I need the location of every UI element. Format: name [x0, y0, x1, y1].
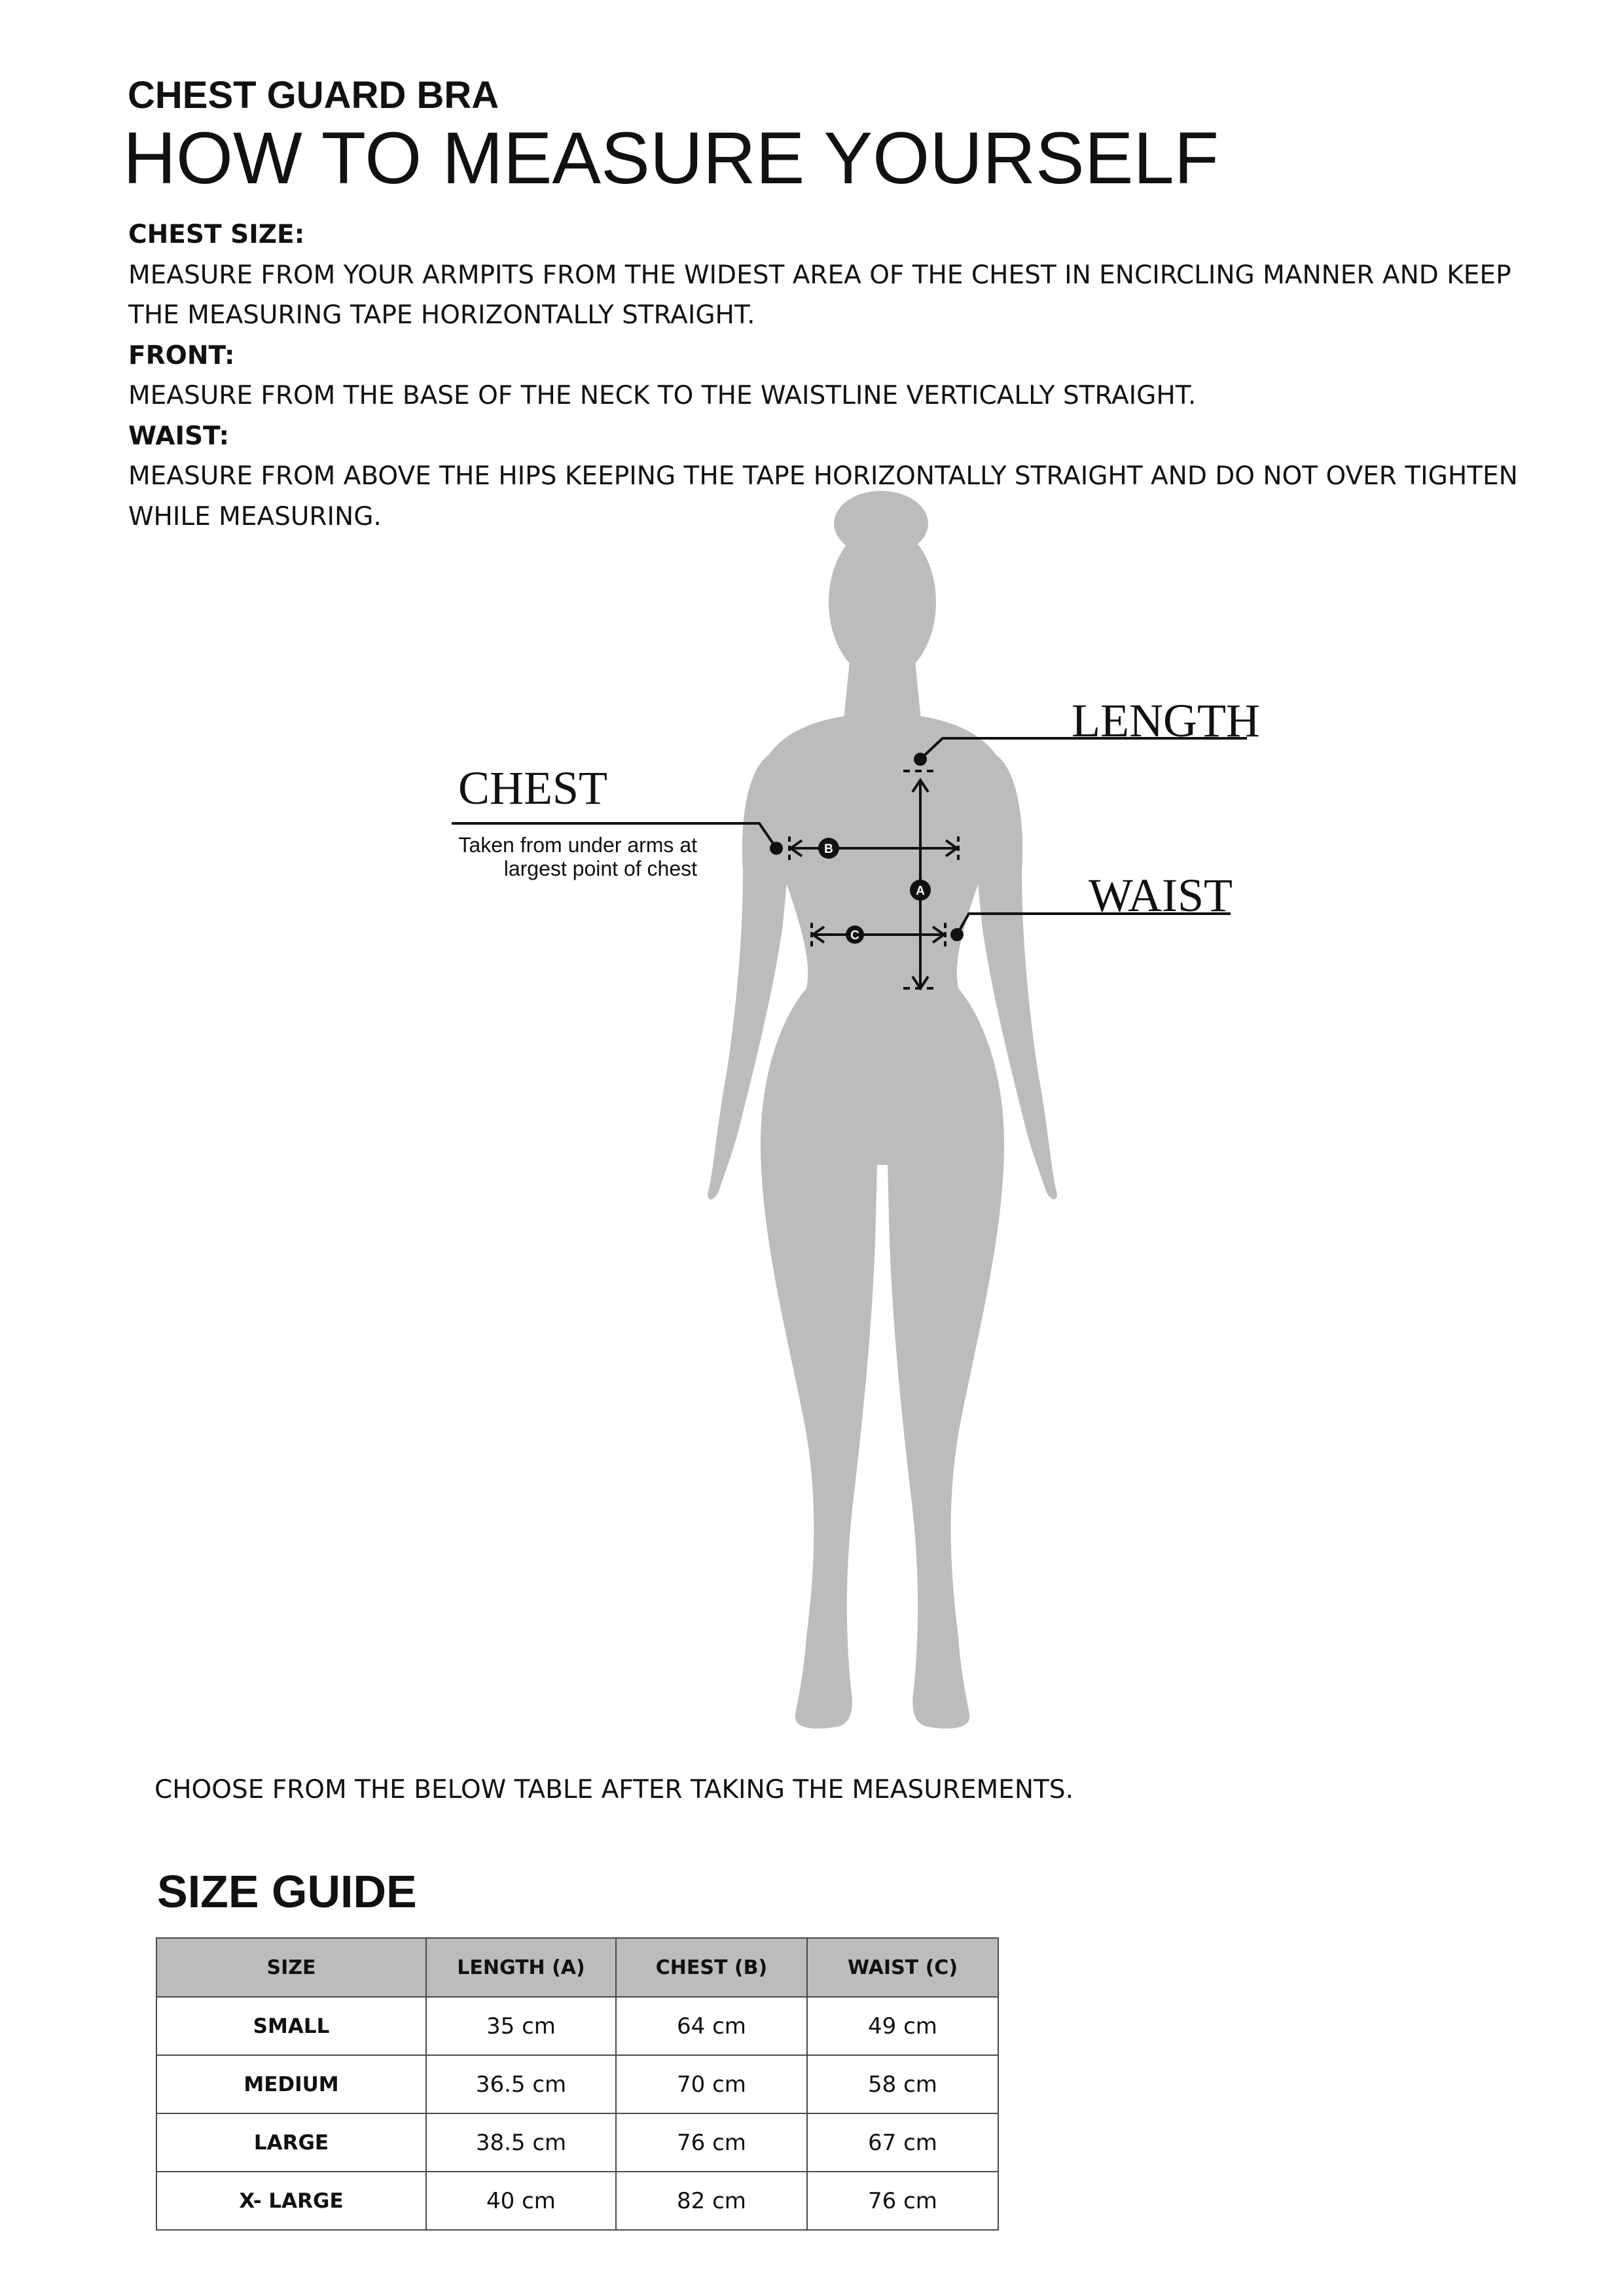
chest-label: CHEST: [458, 762, 608, 814]
chest-cell: 82 cm: [616, 2172, 807, 2230]
table-row: [156, 2113, 998, 2172]
waist-cell: 58 cm: [807, 2055, 998, 2113]
product-title: CHEST GUARD BRA: [128, 74, 499, 117]
chest-note-line2: largest point of chest: [503, 857, 697, 880]
length-cell: 35 cm: [426, 1997, 616, 2055]
length-cell: 36.5 cm: [426, 2055, 616, 2113]
size-cell: SMALL: [156, 1997, 426, 2055]
waist-cell: 76 cm: [807, 2172, 998, 2230]
chest-cell: 70 cm: [616, 2055, 807, 2113]
waist-heading: WAIST:: [128, 421, 230, 451]
table-row: [156, 1997, 998, 2055]
marker-c-label: C: [850, 929, 859, 942]
size-guide-title: SIZE GUIDE: [157, 1866, 417, 1917]
body-silhouette: [708, 491, 1057, 1729]
chest-cell: 76 cm: [616, 2113, 807, 2172]
waist-label: WAIST: [1089, 869, 1233, 922]
header-size: SIZE: [156, 1938, 426, 1997]
front-text: MEASURE FROM THE BASE OF THE NECK TO THE WAISTLINE VERTICALLY STRAIGHT.: [128, 381, 1197, 410]
size-cell: X- LARGE: [156, 2172, 426, 2230]
marker-b-label: B: [824, 842, 833, 856]
length-label: LENGTH: [1072, 694, 1260, 747]
chest-note-line1: Taken from under arms at: [458, 833, 697, 857]
size-cell: MEDIUM: [156, 2055, 426, 2113]
length-cell: 38.5 cm: [426, 2113, 616, 2172]
table-row: [156, 2172, 998, 2230]
waist-cell: 67 cm: [807, 2113, 998, 2172]
header-waist: WAIST (C): [807, 1938, 998, 1997]
front-heading: FRONT:: [128, 340, 235, 370]
size-cell: LARGE: [156, 2113, 426, 2172]
chest-size-text: MEASURE FROM YOUR ARMPITS FROM THE WIDEST AREA OF THE CHEST IN ENCIRCLING MANNER AND KEEP THE MEASURING TAPE HORIZONTALLY STRAIGHT.: [128, 260, 1511, 330]
marker-a-label: A: [916, 884, 925, 898]
chest-cell: 64 cm: [616, 1997, 807, 2055]
waist-point: [950, 928, 964, 941]
table-header-row: [156, 1938, 998, 1997]
choose-instruction: CHOOSE FROM THE BELOW TABLE AFTER TAKING THE MEASUREMENTS.: [154, 1775, 1074, 1804]
table-row: [156, 2055, 998, 2113]
waist-text: MEASURE FROM ABOVE THE HIPS KEEPING THE TAPE HORIZONTALLY STRAIGHT AND DO NOT OVER TIGHTEN WHILE MEASURING.: [128, 461, 1518, 531]
header-length: LENGTH (A): [426, 1938, 616, 1997]
main-heading: HOW TO MEASURE YOURSELF: [123, 117, 1219, 199]
waist-cell: 49 cm: [807, 1997, 998, 2055]
length-point: [914, 753, 927, 766]
length-cell: 40 cm: [426, 2172, 616, 2230]
chest-size-heading: CHEST SIZE:: [128, 220, 305, 249]
header-chest: CHEST (B): [616, 1938, 807, 1997]
chest-point: [770, 842, 783, 855]
size-guide-table: [156, 1937, 999, 2231]
